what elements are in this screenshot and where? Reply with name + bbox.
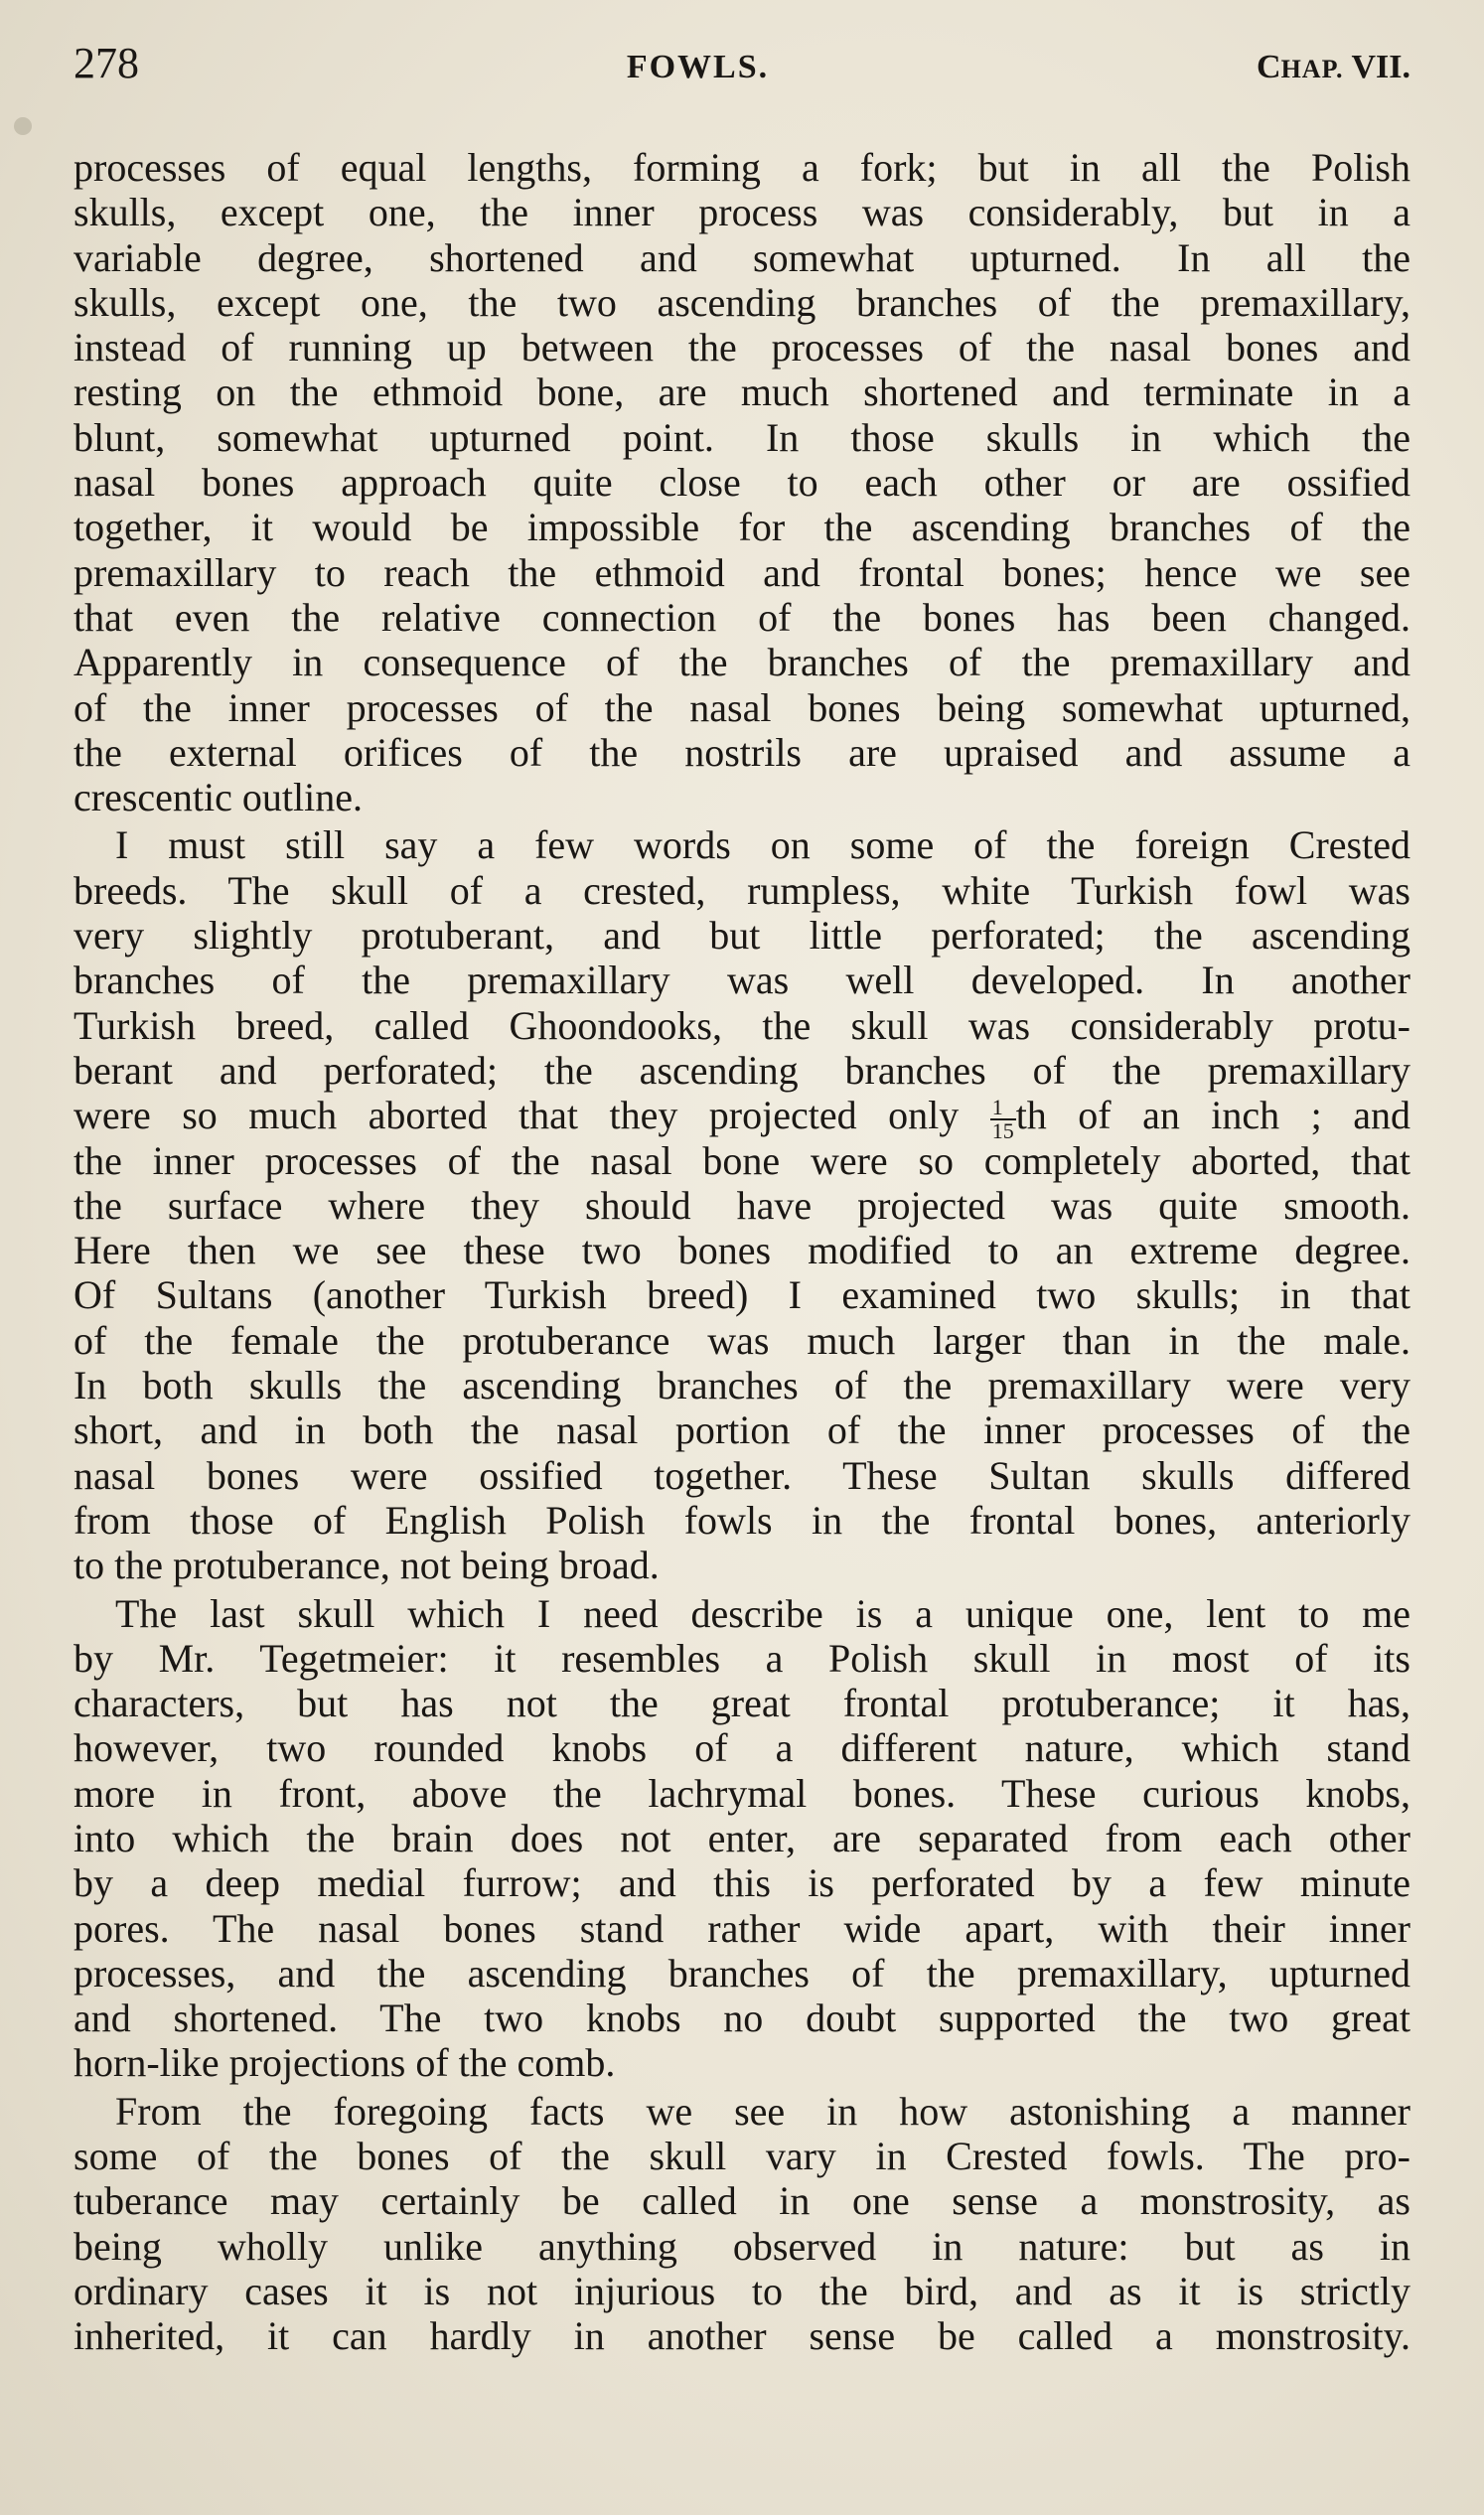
- text-line: to the protuberance, not being broad.: [74, 1543, 660, 1588]
- text-line: I must still say a few words on some of the foreign Crested: [115, 822, 1410, 868]
- paragraph: [74, 145, 1410, 819]
- running-title: FOWLS.: [626, 49, 770, 85]
- text-line: tuberance may certainly be called in one sense a monstrosity, as: [74, 2178, 1410, 2224]
- text-line: by a deep medial furrow; and this is perforated by a few minute: [74, 1860, 1410, 1906]
- text-segment: th of an inch ; and: [1015, 1093, 1411, 1138]
- text-line: breeds. The skull of a crested, rumpless, white Turkish fowl was: [74, 867, 1410, 913]
- chapter-numeral: VII.: [1351, 49, 1410, 85]
- paragraph: [74, 1591, 1410, 2086]
- text-line: nasal bones were ossified together. These Sultan skulls differed: [74, 1452, 1410, 1498]
- text-line: horn-like projections of the comb.: [74, 2040, 616, 2086]
- text-line: being wholly unlike anything observed in nature: but as in: [74, 2223, 1410, 2269]
- text-line: very slightly protuberant, and but little perforated; the ascending: [74, 913, 1410, 959]
- text-line: the external orifices of the nostrils are upraised and assume a: [74, 729, 1410, 775]
- text-line: more in front, above the lachrymal bones. These curious knobs,: [74, 1770, 1410, 1816]
- chapter-prefix: C: [1257, 49, 1281, 85]
- text-line: variable degree, shortened and somewhat upturned. In all the: [74, 234, 1410, 280]
- text-line: together, it would be impossible for the ascending branches of the: [74, 505, 1410, 550]
- text-line: the inner processes of the nasal bone were so completely aborted, that: [74, 1137, 1410, 1183]
- page-smudge: [14, 117, 32, 135]
- page-number: 278: [74, 39, 139, 87]
- text-line: From the foregoing facts we see in how astonishing a manner: [115, 2088, 1410, 2134]
- text-line: skulls, except one, the inner process was considerably, but in a: [74, 190, 1410, 235]
- text-line: Turkish breed, called Ghoondooks, the skull was considerably protu-: [74, 1002, 1410, 1048]
- text-line: Apparently in consequence of the branches of the premaxillary and: [74, 640, 1410, 685]
- text-line: inherited, it can hardly in another sense be called a monstrosity.: [74, 2313, 1410, 2359]
- text-line: from those of English Polish fowls in the frontal bones, anteriorly: [74, 1497, 1410, 1543]
- text-line-with-fraction: [74, 1093, 1411, 1144]
- text-line: of the female the protuberance was much larger than in the male.: [74, 1317, 1410, 1363]
- fraction: [990, 1097, 1016, 1142]
- body-text: [74, 145, 1410, 2362]
- text-line: and shortened. The two knobs no doubt supported the two great: [74, 1996, 1410, 2041]
- text-segment: were so much aborted that they projected only: [74, 1093, 990, 1138]
- text-line: nasal bones approach quite close to each other or are ossified: [74, 460, 1410, 506]
- text-line: some of the bones of the skull vary in Crested fowls. The pro-: [74, 2134, 1410, 2179]
- text-line: characters, but has not the great frontal protuberance; it has,: [74, 1681, 1410, 1726]
- text-line: blunt, somewhat upturned point. In those skulls in which the: [74, 414, 1410, 460]
- text-line: into which the brain does not enter, are separated from each other: [74, 1815, 1410, 1860]
- text-line: skulls, except one, the two ascending branches of the premaxillary,: [74, 279, 1410, 325]
- paragraph: [74, 822, 1410, 1587]
- text-line: The last skull which I need describe is a unique one, lent to me: [115, 1590, 1410, 1636]
- text-line: Here then we see these two bones modified to an extreme degree.: [74, 1228, 1410, 1273]
- text-line: by Mr. Tegetmeier: it resembles a Polish skull in most of its: [74, 1635, 1410, 1681]
- text-line: In both skulls the ascending branches of the premaxillary were very: [74, 1363, 1410, 1408]
- text-line: of the inner processes of the nasal bones being somewhat upturned,: [74, 684, 1410, 730]
- text-line: branches of the premaxillary was well developed. In another: [74, 958, 1410, 1003]
- running-header: [74, 38, 1410, 97]
- text-line: the surface where they should have projected was quite smooth.: [74, 1182, 1410, 1228]
- text-line: ordinary cases it is not injurious to the bird, and as it is strictly: [74, 2268, 1410, 2313]
- paragraph: [74, 2089, 1410, 2359]
- chapter-smallcaps: HAP.: [1280, 55, 1344, 83]
- text-line: instead of running up between the processes of the nasal bones and: [74, 325, 1410, 370]
- text-line: Of Sultans (another Turkish breed) I examined two skulls; in that: [74, 1272, 1410, 1318]
- chapter-label: [1257, 49, 1410, 86]
- text-line: processes, and the ascending branches of the premaxillary, upturned: [74, 1950, 1410, 1996]
- fraction-numerator: 1: [990, 1097, 1016, 1120]
- text-line: that even the relative connection of the bones has been changed.: [74, 594, 1410, 640]
- text-line: premaxillary to reach the ethmoid and frontal bones; hence we see: [74, 549, 1410, 595]
- text-line: crescentic outline.: [74, 775, 363, 820]
- text-line: processes of equal lengths, forming a fork; but in all the Polish: [74, 145, 1410, 190]
- text-line: berant and perforated; the ascending branches of the premaxillary: [74, 1047, 1410, 1093]
- text-line: however, two rounded knobs of a different nature, which stand: [74, 1725, 1410, 1771]
- fraction-denominator: 15: [991, 1118, 1014, 1144]
- text-line: pores. The nasal bones stand rather wide apart, with their inner: [74, 1905, 1410, 1951]
- text-line: resting on the ethmoid bone, are much shortened and terminate in a: [74, 370, 1410, 415]
- text-line: short, and in both the nasal portion of the inner processes of the: [74, 1407, 1410, 1453]
